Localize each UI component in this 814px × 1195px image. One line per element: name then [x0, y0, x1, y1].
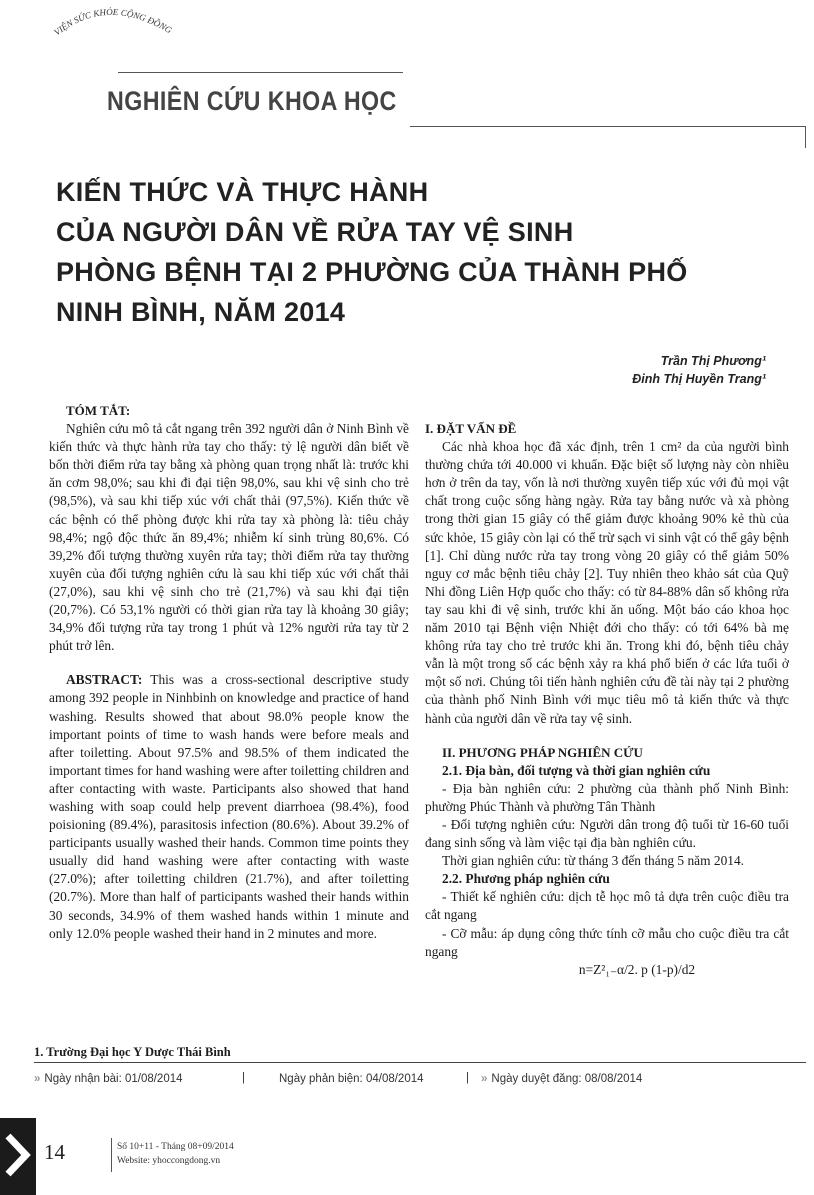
- subsection-2-1-heading: 2.1. Địa bàn, đối tượng và thời gian nghiên cứu: [442, 762, 711, 778]
- double-chevron-icon: »: [481, 1073, 488, 1085]
- tomtat-paragraph: Nghiên cứu mô tả cắt ngang trên 392 người dân ở Ninh Bình về kiến thức và thực hành rửa tay cho thấy: tỷ lệ người dân biết về bốn thời điểm rửa tay bằng xà phòng quan trọng nhất là: trước khi ăn cơm 98,0%; sau khi đi đại tiện 98,0%, sau khi vệ sinh cho trẻ (98,5%), và sau khi tiếp xúc với chất thải (97,5%). Kiến thức về các bệnh có thể phòng được khi rửa tay xà phòng là: tiêu chảy 98,4%; ngộ độc thức ăn 89,4%; nhiễm kí sinh trùng 80,6%. Có 39,2% đối tượng thường xuyên rửa tay; thời điểm rửa tay thường xuyên của đối tượng nghiên cứu là sau khi tiếp xúc với chất thải (27,0%), sau khi vệ sinh cho trẻ (21,7%) và sau khi đại tiện (20,7%). Có 53,1% người có thời gian rửa tay là khoảng 30 giây; 34,9% đối tượng rửa tay trong 1 phút và 12% người rửa tay từ 2 phút trở lên.: [49, 421, 409, 654]
- double-chevron-icon: »: [34, 1073, 41, 1085]
- sample-size-paragraph: - Cỡ mẫu: áp dụng công thức tính cỡ mẫu cho cuộc điều tra cắt ngang: [425, 925, 789, 959]
- footer-divider: [111, 1138, 112, 1172]
- affiliation: 1. Trường Đại học Y Dược Thái Bình: [34, 1045, 231, 1059]
- section-label: NGHIÊN CỨU KHOA HỌC: [107, 86, 397, 116]
- header-rule-top: [118, 72, 403, 73]
- author-name: Trần Thị Phương¹: [660, 354, 766, 368]
- abstract-label: ABSTRACT:: [66, 672, 143, 688]
- title-line: NINH BÌNH, NĂM 2014: [56, 297, 346, 327]
- sample-size-formula: n=Z²₁₋α/2. p (1-p)/d2: [578, 961, 696, 977]
- issue-info: [117, 1140, 234, 1168]
- separator: |: [466, 1072, 469, 1084]
- section-1-paragraph: Các nhà khoa học đã xác định, trên 1 cm² da của người bình thường chứa tới 40.000 vi khuẩn. Đặc biệt số lượng này còn nhiều hơn ở trên da tay, vốn là nơi thường xuyên tiếp xúc với đủ mọi vật chất trong cuộc sống hàng ngày. Rửa tay bằng nước và xà phòng trong thời gian 15 giây có thể giảm được khoảng 90% kẻ thù của sức khỏe, 15 giây còn lại có thể trừ sạch vi sinh vật có thể gây bệnh [1]. Chỉ dùng nước rửa tay trong vòng 20 giây có thể giảm 50% nguy cơ mắc bệnh tiêu chảy [2]. Tuy nhiên theo khảo sát của Quỹ Nhi đồng Liên Hợp quốc cho thấy: có từ 84-88% dân số không rửa tay sau khi đi vệ sinh, trước khi ăn uống. Một báo cáo khoa học năm 2010 tại Bệnh viện Nhiệt đới cho thấy: có tới 64% bà mẹ không rửa tay cho trẻ trước khi ăn. Trong khi đó, bệnh tiêu chảy vẫn là một trong số các bệnh xảy ra khá phổ biến ở các lứa tuổi ở một số nơi. Chúng tôi tiến hành nghiên cứu đề tài này tại 2 phường của thành phố Ninh Bình với mục tiêu mô tả kiến thức và thực hành của người dân về rửa tay vệ sinh.: [425, 439, 789, 726]
- date-approved: » Ngày duyệt đăng: 08/08/2014: [481, 1073, 643, 1085]
- title-line: KIẾN THỨC VÀ THỰC HÀNH: [56, 177, 429, 207]
- tomtat-heading: TÓM TẮT:: [66, 403, 131, 418]
- title-line: PHÒNG BỆNH TẠI 2 PHƯỜNG CỦA THÀNH PHỐ: [56, 257, 688, 287]
- separator: |: [242, 1072, 245, 1084]
- section-2-heading: II. PHƯƠNG PHÁP NGHIÊN CỨU: [442, 744, 643, 760]
- journal-logo: [45, 2, 175, 44]
- abstract-paragraph: [49, 671, 409, 942]
- author-name: Đinh Thị Huyền Trang¹: [632, 372, 766, 386]
- logo-text: VIỆN SỨC KHỎE CỘNG ĐỒNG: [52, 6, 174, 38]
- study-subject-paragraph: - Đối tượng nghiên cứu: Người dân trong độ tuổi từ 16-60 tuổi đang sinh sống và làm việc tại địa bàn nghiên cứu.: [425, 816, 789, 851]
- page-number: 14: [44, 1140, 65, 1164]
- dates-band: [34, 1069, 806, 1091]
- title-line: CỦA NGƯỜI DÂN VỀ RỬA TAY VỆ SINH: [56, 217, 574, 247]
- issue-number: Số 10+11 - Tháng 08+09/2014: [117, 1142, 234, 1152]
- right-column: [425, 420, 789, 979]
- article-title: [56, 172, 806, 332]
- subsection-2-2-heading: 2.2. Phương pháp nghiên cứu: [442, 871, 610, 887]
- date-reviewed: Ngày phản biện: 04/08/2014: [279, 1073, 424, 1085]
- section-1-heading: I. ĐẶT VẤN ĐỀ: [425, 421, 517, 436]
- date-received: » Ngày nhận bài: 01/08/2014: [34, 1073, 183, 1085]
- author-list: [632, 352, 766, 388]
- study-design-paragraph: - Thiết kế nghiên cứu: dịch tễ học mô tả dựa trên cuộc điều tra cắt ngang: [425, 889, 789, 923]
- svg-text:VIỆN SỨC KHỎE CỘNG ĐỒNG: [52, 7, 174, 38]
- chevron-right-icon: [4, 1130, 32, 1180]
- website: Website: yhoccongdong.vn: [117, 1156, 221, 1166]
- study-time-paragraph: Thời gian nghiên cứu: từ tháng 3 đến tháng 5 năm 2014.: [442, 853, 745, 869]
- abstract-text: This was a cross-sectional descriptive study among 392 people in Ninhbinh on knowledge and practice of hand washing. Results showed that about 98.0% people know the important points of time to wash hands were before meals and after toiletting. About 97.5% and 98.5% of them indicated the important times for hand washing were after toiletting children and after contacting with waste. Participants also showed that hand washing with soap could help prevent diarrhoea (98.4%), food poisioning (89.4%), parasitosis infection (80.6%). About 39.2% of participants usually washed their hands. Common time points they usually did hand washing were after contacting with waste (27.0%); after toiletting children (21.7%), and after toiletting (20.7%). More than half of participants washed their hands within 30 seconds, 34.9% of them washed hands within 1 minute and only 12.0% people washed their hand in 2 minutes and more.: [49, 672, 409, 941]
- footer-rule: [34, 1062, 806, 1063]
- header-rule-vertical: [805, 126, 806, 148]
- study-area-paragraph: - Địa bàn nghiên cứu: 2 phường của thành phố Ninh Bình: phường Phúc Thành và phường Tân Thành: [425, 780, 789, 814]
- left-column: [49, 402, 409, 943]
- header-rule-right: [410, 126, 806, 127]
